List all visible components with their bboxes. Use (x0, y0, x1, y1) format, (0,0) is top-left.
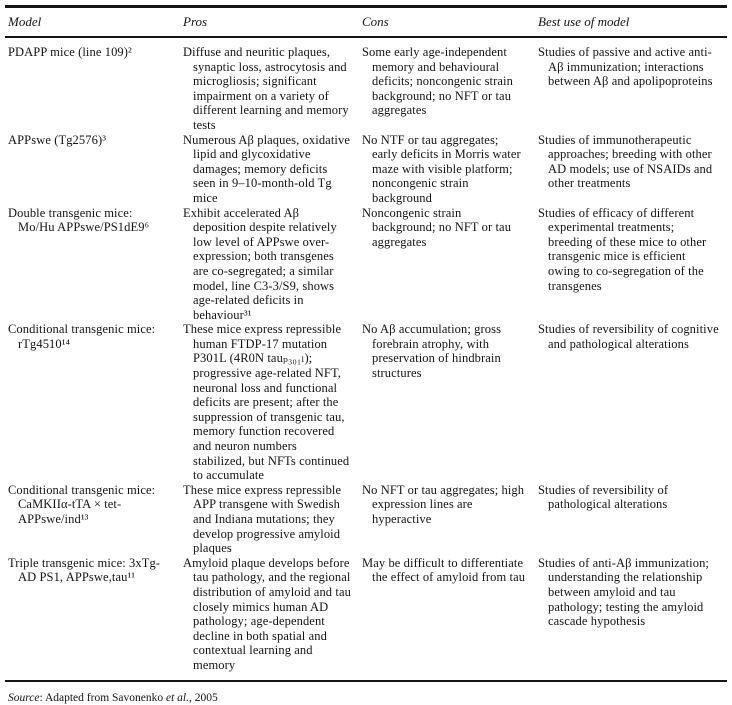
cons-cell: Some early age-independent memory and behavioural deficits; noncongenic strain background; no NFT or tau aggregates (362, 45, 513, 118)
cons-cell: Noncongenic strain background; no NFT or tau aggregates (362, 205, 512, 249)
best-use-cell: Studies of passive and active anti-Aβ immunization; interactions between Aβ and apolipoproteins (538, 45, 713, 89)
pros-cell: These mice express repressible APP transgene with Swedish and Indiana mutations; they develop progressive amyloid plaques (183, 482, 342, 556)
pros-cell: These mice express repressible human FTDP-17 mutation P301L (4R0N tauₚ₃₀₁ₗ); progressive age-related NFT, neuronal loss and functional deficits are present; after the suppression of transgenic tau, memory function recovered and neuron numbers stabilized, but NFTs continued to accumulate (183, 322, 350, 483)
source-label: Source (8, 691, 40, 704)
model-cell: Double transgenic mice: Mo/Hu APPswe/PS1dE9⁶ (8, 205, 150, 235)
table-row (5, 45, 727, 133)
table-row (5, 133, 727, 206)
table-bottom-rule (5, 680, 727, 682)
table-header-row (5, 8, 727, 36)
pros-cell: Amyloid plaque develops before tau pathology, and the regional distribution of amyloid and tau closely mimics human AD pathology; age-dependent decline in both spatial and contextual learning and memory (183, 555, 351, 672)
pros-cell: Numerous Aβ plaques, oxidative lipid and glycoxidative damages; memory deficits seen in 9–10-month-old Tg mice (183, 132, 350, 205)
table-row (5, 556, 727, 673)
cons-cell: No NTF or tau aggregates; early deficits in Morris water maze with visible platform; noncongenic strain background (362, 132, 521, 205)
source-year: , 2005 (189, 691, 218, 704)
model-cell: Conditional transgenic mice: CaMKIIα-tTA × tet-APPswe/ind¹³ (8, 482, 156, 526)
best-use-cell: Studies of efficacy of different experimental treatments; breeding of these mice to other transgenic mice is efficient owing to co-segregation of the transgenes (538, 205, 707, 293)
column-header-model: Model (8, 14, 42, 29)
cons-cell: No Aβ accumulation; gross forebrain atrophy, with preservation of hindbrain structures (362, 322, 502, 381)
pros-cell: Diffuse and neuritic plaques, synaptic loss, astrocytosis and microgliosis; significant impairment on a variety of different learning and memory tests (183, 45, 349, 132)
table-row (5, 322, 727, 483)
table-body (5, 38, 727, 673)
cons-cell: No NFT or tau aggregates; high expression lines are hyperactive (362, 482, 525, 526)
mouse-model-comparison-table (5, 5, 727, 705)
column-header-cons: Cons (362, 14, 389, 29)
model-cell: Triple transgenic mice: 3xTg-AD PS1, APPswe,tau¹¹ (8, 555, 161, 585)
model-cell: APPswe (Tg2576)³ (8, 132, 107, 147)
model-cell: PDAPP mice (line 109)² (8, 45, 132, 59)
best-use-cell: Studies of reversibility of pathological alterations (538, 482, 669, 512)
source-note (5, 691, 727, 705)
best-use-cell: Studies of immunotherapeutic approaches; breeding with other AD models; use of NSAIDs and other treatments (538, 132, 713, 191)
source-text: : Adapted from Savonenko (39, 691, 166, 704)
best-use-cell: Studies of anti-Aβ immunization; understanding the relationship between amyloid and tau pathology; testing the amyloid cascade hypothesis (538, 555, 709, 629)
best-use-cell: Studies of reversibility of cognitive and pathological alterations (538, 322, 719, 351)
pros-cell: Exhibit accelerated Aβ deposition despite relatively low level of APPswe over-expression; both transgenes are co-segregated; a similar model, line C3-3/S9, shows age-related deficits in behaviour³¹ (183, 205, 337, 322)
table-row (5, 206, 727, 323)
model-cell: Conditional transgenic mice: rTg4510¹⁴ (8, 322, 156, 351)
column-header-pros: Pros (183, 14, 208, 29)
column-header-best-use: Best use of model (538, 14, 630, 29)
cons-cell: May be difficult to differentiate the effect of amyloid from tau (362, 555, 526, 585)
table-row (5, 483, 727, 556)
source-etal: et al. (166, 691, 189, 704)
